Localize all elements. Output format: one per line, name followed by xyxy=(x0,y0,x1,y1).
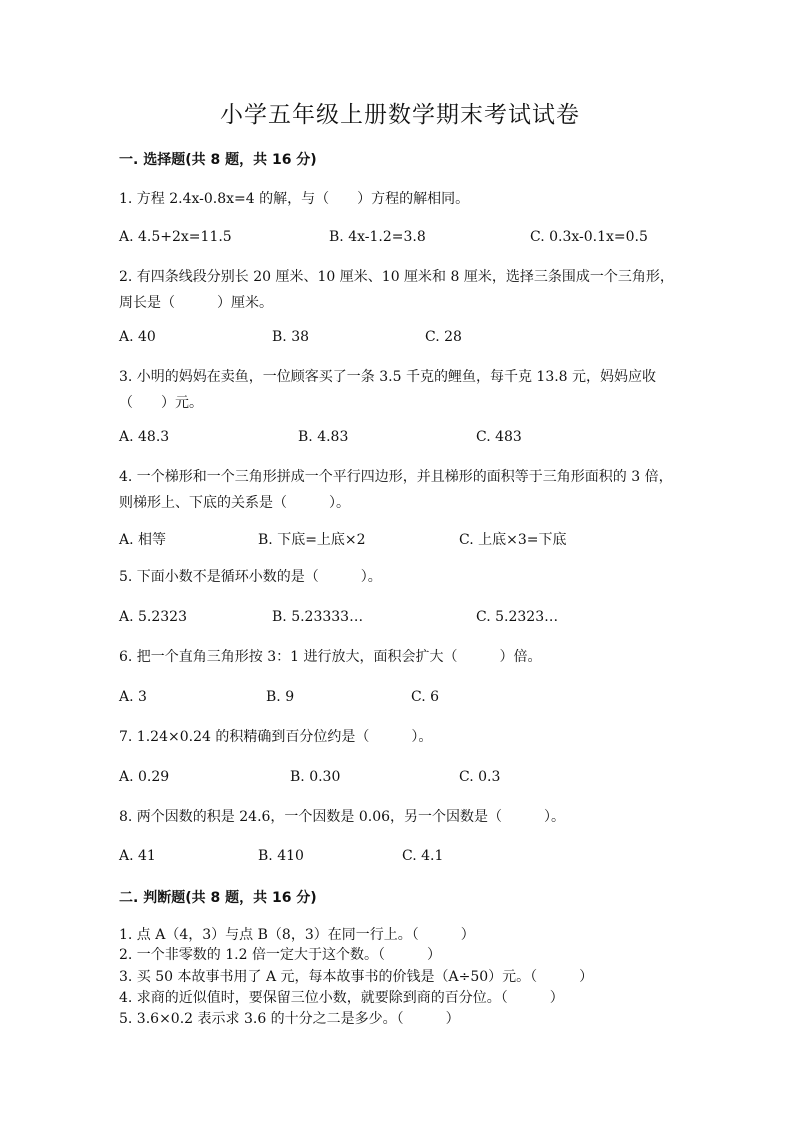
question-1: 1. 方程 2.4x-0.8x=4 的解，与（ ）方程的解相同。 xyxy=(119,191,470,207)
tf-item-3: 3. 买 50 本故事书用了 A 元，每本故事书的价钱是（A÷50）元。（ ） xyxy=(119,969,594,985)
tf-item-1: 1. 点 A（4，3）与点 B（8，3）在同一行上。（ ） xyxy=(119,927,475,943)
q7-option-a: A. 0.29 xyxy=(119,769,170,785)
q6-option-a: A. 3 xyxy=(119,689,147,705)
tf-item-2: 2. 一个非零数的 1.2 倍一定大于这个数。（ ） xyxy=(119,947,441,963)
tf-item-4: 4. 求商的近似值时，要保留三位小数，就要除到商的百分位。（ ） xyxy=(119,990,564,1006)
page-title: 小学五年级上册数学期末考试试卷 xyxy=(220,102,580,128)
q5-option-a: A. 5.2323 xyxy=(119,609,187,625)
q6-option-b: B. 9 xyxy=(266,689,295,705)
question-2: 2. 有四条线段分别长 20 厘米、10 厘米、10 厘米和 8 厘米，选择三条围成一个三角形，周长是（ ）厘米。 xyxy=(119,269,674,311)
tf-item-5: 5. 3.6×0.2 表示求 3.6 的十分之二是多少。（ ） xyxy=(119,1011,460,1027)
q1-option-c: C. 0.3x-0.1x=0.5 xyxy=(530,229,648,245)
question-5: 5. 下面小数不是循环小数的是（ ）。 xyxy=(119,569,382,585)
q2-option-c: C. 28 xyxy=(425,329,462,345)
q2-option-b: B. 38 xyxy=(272,329,310,345)
q4-option-a: A. 相等 xyxy=(119,532,167,548)
q4-option-c: C. 上底×3=下底 xyxy=(459,532,567,548)
q7-option-b: B. 0.30 xyxy=(290,769,341,785)
q7-option-c: C. 0.3 xyxy=(459,769,501,785)
q6-option-c: C. 6 xyxy=(411,689,440,705)
section-heading-choice: 一. 选择题(共 8 题，共 16 分) xyxy=(119,152,317,168)
q3-option-b: B. 4.83 xyxy=(298,429,349,445)
q1-option-b: B. 4x-1.2=3.8 xyxy=(329,229,426,245)
q8-option-c: C. 4.1 xyxy=(402,848,444,864)
q3-option-a: A. 48.3 xyxy=(119,429,170,445)
q3-option-c: C. 483 xyxy=(476,429,522,445)
section-heading-true-false: 二. 判断题(共 8 题，共 16 分) xyxy=(119,890,317,906)
q2-option-a: A. 40 xyxy=(119,329,156,345)
question-3: 3. 小明的妈妈在卖鱼，一位顾客买了一条 3.5 千克的鲤鱼，每千克 13.8 元，妈妈应收（ ）元。 xyxy=(119,369,657,411)
q8-option-a: A. 41 xyxy=(119,848,156,864)
q1-option-a: A. 4.5+2x=11.5 xyxy=(119,229,232,245)
q4-option-b: B. 下底=上底×2 xyxy=(258,532,366,548)
q8-option-b: B. 410 xyxy=(258,848,304,864)
q5-option-b: B. 5.23333… xyxy=(272,609,364,625)
question-4: 4. 一个梯形和一个三角形拼成一个平行四边形，并且梯形的面积等于三角形面积的 3 倍，则梯形上、下底的关系是（ ）。 xyxy=(119,469,673,511)
question-7: 7. 1.24×0.24 的积精确到百分位约是（ ）。 xyxy=(119,729,433,745)
question-8: 8. 两个因数的积是 24.6，一个因数是 0.06，另一个因数是（ ）。 xyxy=(119,809,566,825)
q5-option-c: C. 5.2323… xyxy=(476,609,559,625)
question-6: 6. 把一个直角三角形按 3：1 进行放大，面积会扩大（ ）倍。 xyxy=(119,649,542,665)
